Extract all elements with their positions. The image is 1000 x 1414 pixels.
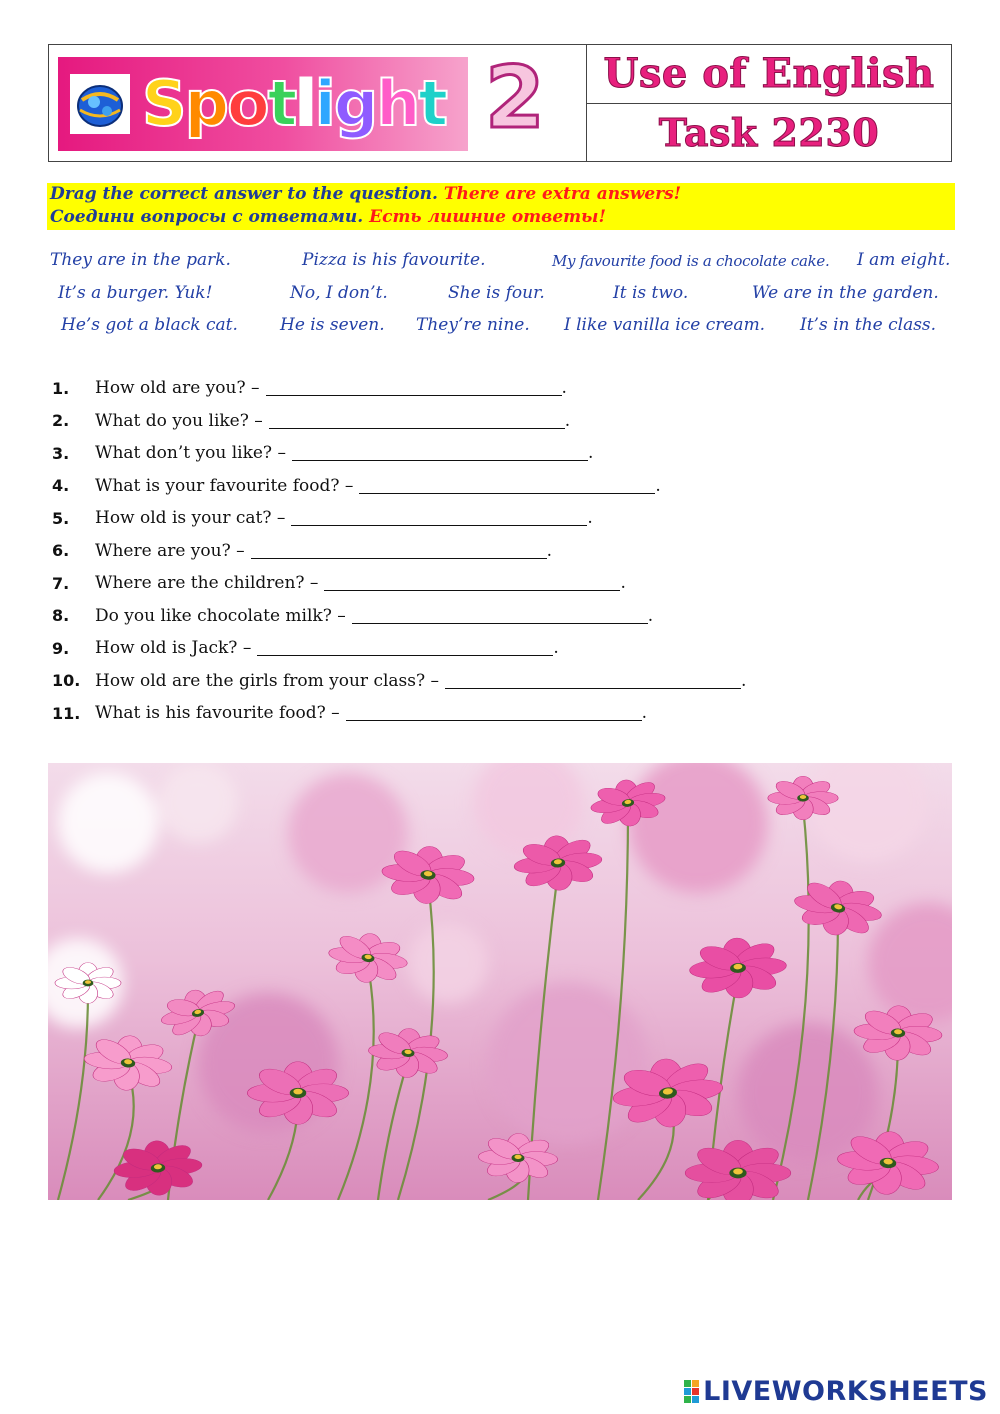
- question-number: 7.: [52, 573, 70, 593]
- logo-text: [142, 67, 446, 140]
- worksheet-header: [48, 44, 952, 162]
- worksheet-title: Use of English: [603, 50, 935, 98]
- answer-drop-zone[interactable]: [352, 608, 648, 624]
- question-number: 11.: [52, 703, 81, 723]
- question-text: How old is your cat? –: [95, 508, 286, 529]
- liveworksheets-brand: [684, 1376, 988, 1407]
- level-number: 2: [485, 48, 545, 148]
- title-area: [587, 45, 951, 161]
- answer-option[interactable]: They are in the park.: [50, 250, 231, 270]
- answer-drop-zone[interactable]: [291, 510, 587, 526]
- question-text: What is your favourite food? –: [95, 475, 354, 496]
- question-item: 4. What is your favourite food? – .: [52, 475, 661, 496]
- answer-drop-zone[interactable]: [359, 478, 655, 494]
- question-text: How old is Jack? –: [95, 638, 252, 659]
- answer-option[interactable]: It is two.: [613, 282, 689, 303]
- logo-letter: i: [314, 67, 334, 140]
- logo-letter: t: [267, 67, 296, 140]
- question-text: How old are the girls from your class? –: [95, 670, 440, 691]
- instruction-ru-note: Есть лишние ответы!: [369, 207, 606, 227]
- globe-icon: [70, 74, 130, 134]
- question-text: What don’t you like? –: [95, 443, 286, 464]
- logo-letter: g: [333, 67, 377, 140]
- question-number: 2.: [52, 411, 70, 431]
- answer-option[interactable]: No, I don’t.: [290, 282, 388, 303]
- answer-drop-zone[interactable]: [257, 640, 553, 656]
- answer-option[interactable]: My favourite food is a chocolate cake.: [552, 252, 830, 270]
- question-text: Where are you? –: [95, 540, 245, 561]
- answer-option[interactable]: She is four.: [448, 282, 545, 303]
- answer-drop-zone[interactable]: [292, 445, 588, 461]
- question-item: 5. How old is your cat? – .: [52, 508, 593, 529]
- instructions-line-1: [50, 183, 955, 206]
- instruction-en: Drag the correct answer to the question.: [50, 184, 438, 204]
- answer-bank: [48, 250, 954, 348]
- logo-letter: t: [418, 67, 446, 140]
- logo-letter: S: [142, 67, 185, 140]
- instruction-ru: Соедини вопросы с ответами.: [50, 207, 364, 227]
- answer-row: [48, 250, 954, 283]
- question-item: 6. Where are you? – .: [52, 540, 553, 561]
- answer-drop-zone[interactable]: [266, 380, 562, 396]
- instructions-line-2: [50, 206, 955, 229]
- logo-letter: h: [376, 67, 419, 140]
- question-item: 9. How old is Jack? – .: [52, 638, 559, 659]
- question-item: 11. What is his favourite food? – .: [52, 703, 648, 724]
- answer-option[interactable]: They’re nine.: [416, 315, 530, 335]
- instruction-en-note: There are extra answers!: [443, 184, 682, 204]
- cosmos-flower-white: [55, 963, 121, 1004]
- answer-option[interactable]: We are in the garden.: [752, 282, 939, 303]
- cosmos-flowers-image: [48, 763, 952, 1200]
- answer-option[interactable]: Pizza is his favourite.: [302, 250, 486, 270]
- liveworksheets-text: LIVEWORKSHEETS: [703, 1376, 988, 1407]
- question-text: Do you like chocolate milk? –: [95, 605, 346, 626]
- cosmos-flower: [768, 776, 838, 820]
- question-number: 5.: [52, 508, 70, 528]
- liveworksheets-logo-icon: [684, 1380, 699, 1403]
- logo-letter: p: [184, 67, 228, 140]
- question-number: 10.: [52, 671, 81, 691]
- answer-drop-zone[interactable]: [324, 575, 620, 591]
- answer-drop-zone[interactable]: [251, 543, 547, 559]
- logo-area: [49, 45, 587, 161]
- answer-option[interactable]: He’s got a black cat.: [61, 315, 238, 335]
- answer-option[interactable]: I like vanilla ice cream.: [564, 315, 766, 335]
- answer-option[interactable]: I am eight.: [857, 250, 951, 270]
- logo-letter: o: [227, 67, 268, 140]
- instructions-box: [47, 183, 955, 230]
- question-number: 6.: [52, 541, 70, 561]
- question-item: 2. What do you like? – .: [52, 410, 571, 431]
- question-text: What is his favourite food? –: [95, 703, 340, 724]
- question-number: 3.: [52, 443, 70, 463]
- question-item: 8. Do you like chocolate milk? – .: [52, 605, 654, 626]
- task-number: Task 2230: [658, 109, 880, 155]
- question-item: 1. How old are you? – .: [52, 378, 567, 399]
- logo-letter: l: [295, 67, 315, 140]
- question-text: What do you like? –: [95, 410, 263, 431]
- answer-row: [48, 283, 954, 316]
- answer-row: [48, 315, 954, 348]
- question-number: 8.: [52, 606, 70, 626]
- question-item: 3. What don’t you like? – .: [52, 443, 594, 464]
- answer-drop-zone[interactable]: [269, 413, 565, 429]
- question-text: Where are the children? –: [95, 573, 319, 594]
- answer-option[interactable]: It’s in the class.: [800, 315, 937, 335]
- question-item: 10. How old are the girls from your class? – .: [52, 670, 747, 691]
- answer-option[interactable]: It’s a burger. Yuk!: [58, 282, 213, 303]
- answer-option[interactable]: He is seven.: [280, 315, 385, 335]
- question-number: 9.: [52, 638, 70, 658]
- question-text: How old are you? –: [95, 378, 260, 399]
- question-list: [52, 372, 952, 730]
- answer-drop-zone[interactable]: [346, 705, 642, 721]
- question-number: 1.: [52, 378, 70, 398]
- spotlight-logo-banner: [58, 57, 468, 151]
- question-number: 4.: [52, 476, 70, 496]
- question-item: 7. Where are the children? – .: [52, 573, 626, 594]
- answer-drop-zone[interactable]: [445, 673, 741, 689]
- cosmos-flower: [247, 1062, 348, 1125]
